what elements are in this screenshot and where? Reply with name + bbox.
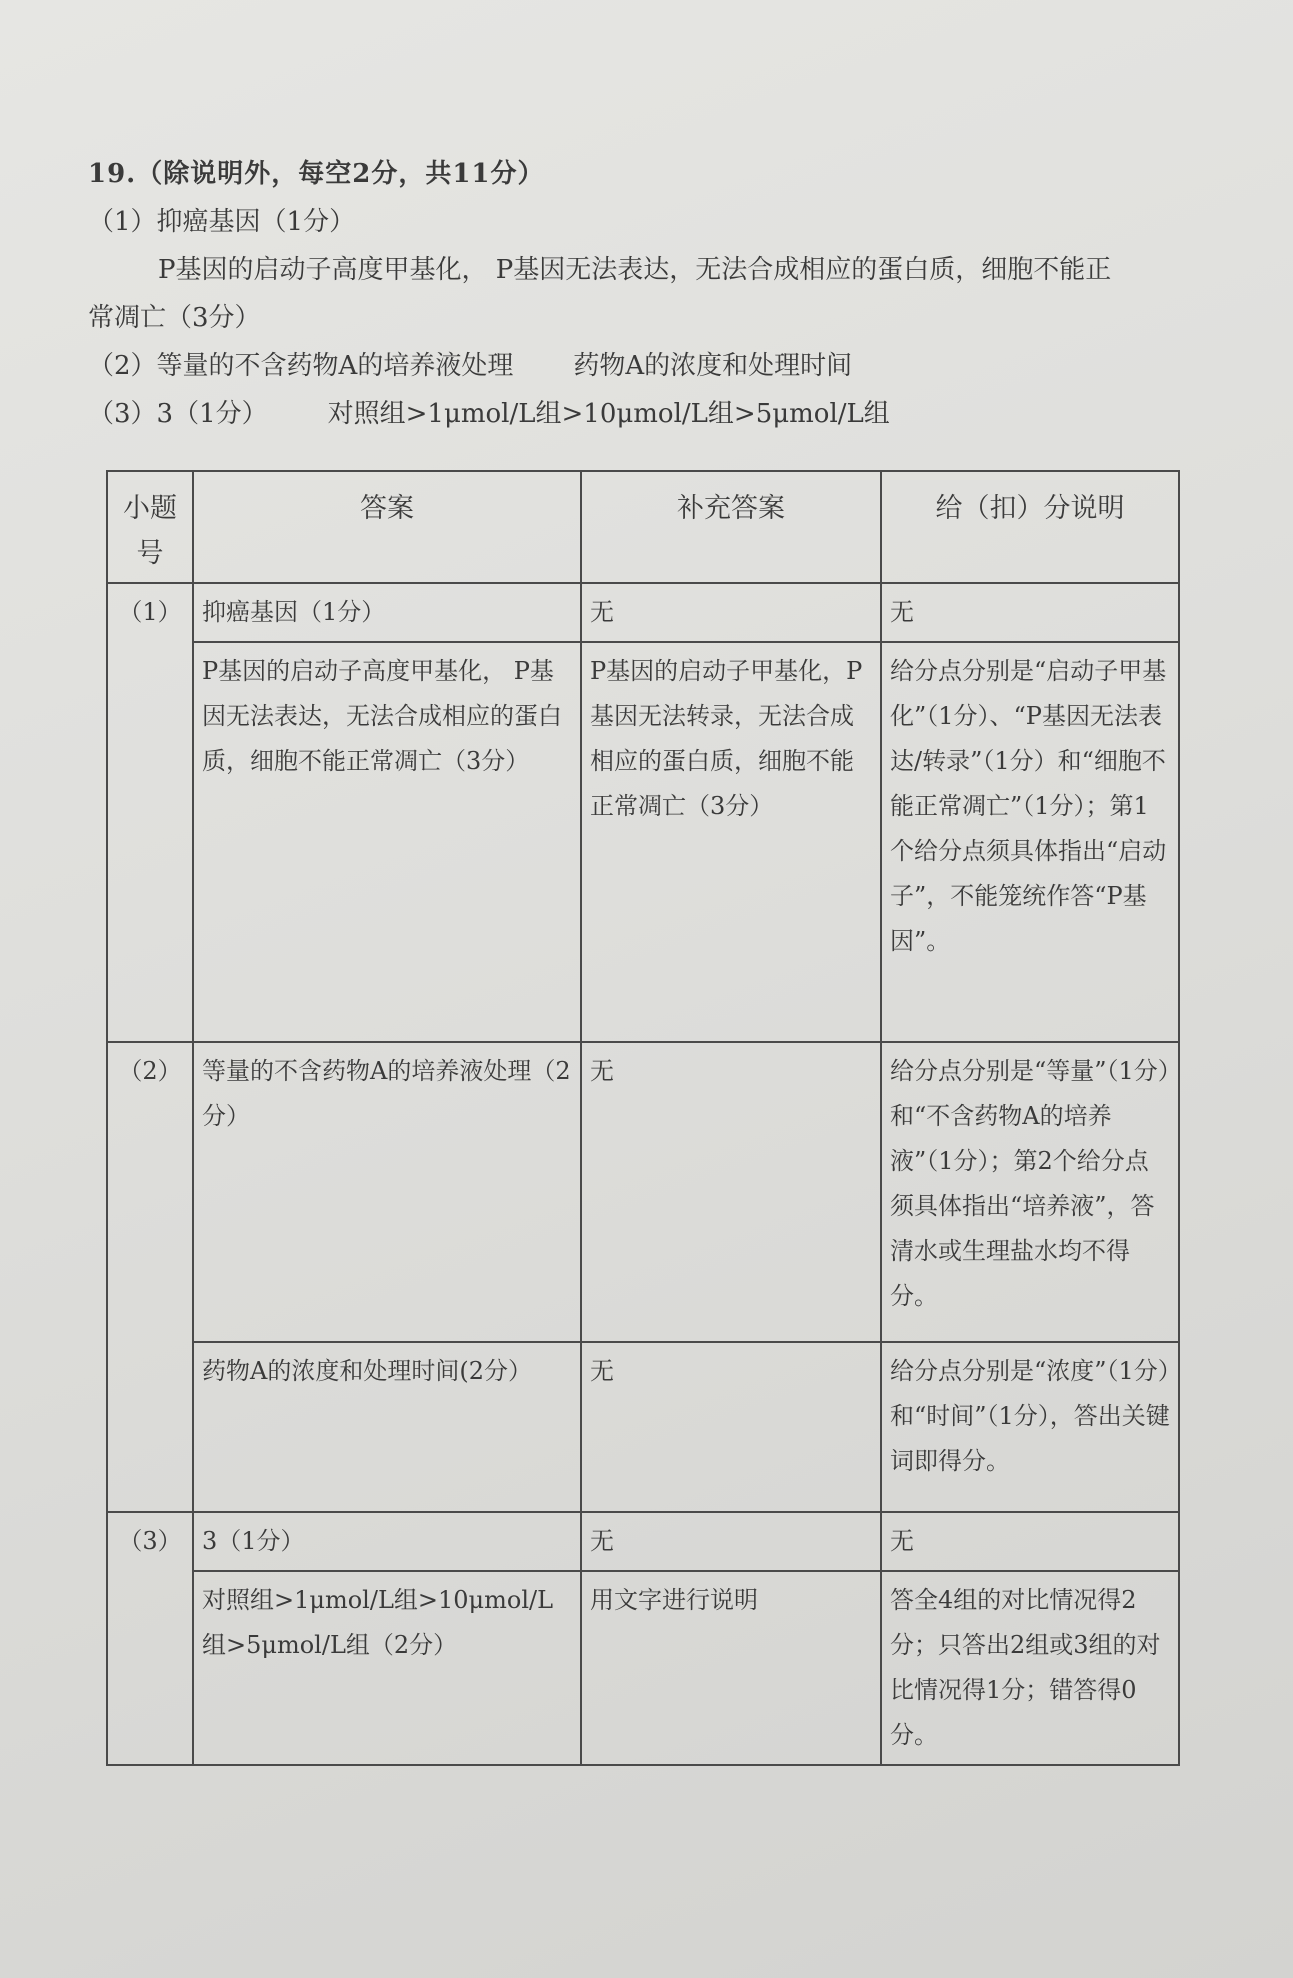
answer-cell: 抑癌基因（1分） bbox=[193, 583, 581, 642]
notes-cell: 给分点分别是“等量”（1分）和“不含药物A的培养液”（1分）；第2个给分点须具体指出“培养液”，答清水或生理盐水均不得分。 bbox=[881, 1042, 1179, 1342]
q2-answer-b: 药物A的浓度和处理时间 bbox=[573, 351, 853, 381]
notes-cell: 无 bbox=[881, 1512, 1179, 1571]
q2-line bbox=[88, 342, 1208, 390]
supplement-cell: 用文字进行说明 bbox=[581, 1571, 881, 1765]
supplement-cell: 无 bbox=[581, 1342, 881, 1512]
row-number: （3） bbox=[107, 1512, 193, 1765]
answer-cell: 药物A的浓度和处理时间(2分） bbox=[193, 1342, 581, 1512]
answer-cell: 对照组>1μmol/L组>10μmol/L组>5μmol/L组（2分） bbox=[193, 1571, 581, 1765]
q3-answer-a: （3）3（1分） bbox=[88, 399, 268, 429]
header-answer: 答案 bbox=[193, 471, 581, 583]
q1-text-line-2: 常凋亡（3分） bbox=[88, 303, 261, 333]
notes-cell: 给分点分别是“启动子甲基化”（1分）、“P基因无法表达/转录”（1分）和“细胞不能正常凋亡”（1分）；第1个给分点须具体指出“启动子”，不能笼统作答“P基因”。 bbox=[881, 642, 1179, 1042]
answer-cell: 3（1分） bbox=[193, 1512, 581, 1571]
table-row bbox=[107, 1571, 1179, 1765]
supplement-cell: P基因的启动子甲基化，P基因无法转录，无法合成相应的蛋白质，细胞不能正常凋亡（3分） bbox=[581, 642, 881, 1042]
header-supplement: 补充答案 bbox=[581, 471, 881, 583]
q1-label: （1）抑癌基因（1分） bbox=[88, 207, 356, 237]
q3-answer-b: 对照组>1μmol/L组>10μmol/L组>5μmol/L组 bbox=[327, 399, 890, 429]
answer-cell: 等量的不含药物A的培养液处理（2分） bbox=[193, 1042, 581, 1342]
intro-section bbox=[88, 150, 1208, 438]
scoring-table bbox=[106, 470, 1180, 1766]
table-row bbox=[107, 1042, 1179, 1342]
row-number: （2） bbox=[107, 1042, 193, 1512]
row-number: （1） bbox=[107, 583, 193, 1042]
notes-cell: 给分点分别是“浓度”（1分）和“时间”（1分），答出关键词即得分。 bbox=[881, 1342, 1179, 1512]
notes-cell: 无 bbox=[881, 583, 1179, 642]
table-row bbox=[107, 1512, 1179, 1571]
header-number: 小题号 bbox=[107, 471, 193, 583]
q1-text-line-1: P基因的启动子高度甲基化， P基因无法表达，无法合成相应的蛋白质，细胞不能正 bbox=[158, 255, 1112, 285]
answer-cell: P基因的启动子高度甲基化， P基因无法表达，无法合成相应的蛋白质，细胞不能正常凋亡（3分） bbox=[193, 642, 581, 1042]
table-row bbox=[107, 583, 1179, 642]
table-header-row bbox=[107, 471, 1179, 583]
question-title: 19.（除说明外，每空2分，共11分） bbox=[88, 159, 545, 189]
q2-answer-a: （2）等量的不含药物A的培养液处理 bbox=[88, 351, 514, 381]
supplement-cell: 无 bbox=[581, 583, 881, 642]
supplement-cell: 无 bbox=[581, 1512, 881, 1571]
supplement-cell: 无 bbox=[581, 1042, 881, 1342]
header-notes: 给（扣）分说明 bbox=[881, 471, 1179, 583]
q3-line bbox=[88, 390, 1208, 438]
notes-cell: 答全4组的对比情况得2分；只答出2组或3组的对比情况得1分；错答得0分。 bbox=[881, 1571, 1179, 1765]
table-row bbox=[107, 1342, 1179, 1512]
table-row bbox=[107, 642, 1179, 1042]
